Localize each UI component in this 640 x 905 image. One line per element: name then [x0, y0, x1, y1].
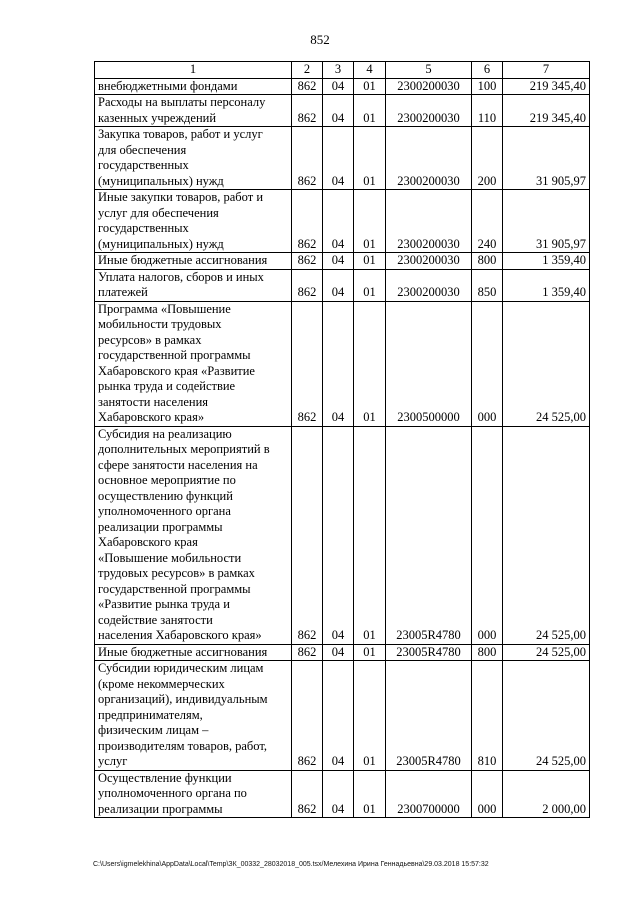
row-code-ministry: 862	[292, 644, 323, 661]
col-header-6: 6	[472, 62, 503, 79]
row-amount: 24 525,00	[503, 661, 590, 771]
row-amount: 24 525,00	[503, 426, 590, 644]
row-code-section: 04	[323, 95, 354, 127]
row-amount: 31 905,97	[503, 127, 590, 190]
row-code-ministry: 862	[292, 127, 323, 190]
row-name: Субсидия на реализацию дополнительных мероприятий в сфере занятости населения на основное мероприятие по осуществлению функций уполномоченного органа реализации программы Хабаровского края «Повышение мобильности трудовых ресурсов» в рамках государственной программы «Развитие рынка труда и содействие занятости населения Хабаровского края»	[95, 426, 292, 644]
row-code-ministry: 862	[292, 95, 323, 127]
row-name: Программа «Повышение мобильности трудовых ресурсов» в рамках государственной программы Хабаровского края «Развитие рынка труда и содействие занятости населения Хабаровского края»	[95, 301, 292, 426]
table-row	[95, 95, 590, 127]
row-amount: 2 000,00	[503, 770, 590, 818]
col-header-3: 3	[323, 62, 354, 79]
row-code-ministry: 862	[292, 253, 323, 270]
row-code-expense-type: 800	[472, 253, 503, 270]
row-code-article: 2300200030	[386, 269, 472, 301]
row-amount: 219 345,40	[503, 95, 590, 127]
row-code-expense-type: 850	[472, 269, 503, 301]
row-name: Уплата налогов, сборов и иных платежей	[95, 269, 292, 301]
row-code-section: 04	[323, 301, 354, 426]
row-amount: 31 905,97	[503, 190, 590, 253]
row-code-ministry: 862	[292, 269, 323, 301]
row-amount: 219 345,40	[503, 78, 590, 95]
row-code-article: 2300500000	[386, 301, 472, 426]
row-code-ministry: 862	[292, 770, 323, 818]
row-code-expense-type: 200	[472, 127, 503, 190]
row-code-subsection: 01	[354, 78, 386, 95]
row-code-subsection: 01	[354, 127, 386, 190]
col-header-4: 4	[354, 62, 386, 79]
row-code-expense-type: 000	[472, 426, 503, 644]
row-name: Осуществление функции уполномоченного органа по реализации программы	[95, 770, 292, 818]
page-number: 852	[310, 32, 330, 47]
row-code-subsection: 01	[354, 301, 386, 426]
row-code-article: 2300700000	[386, 770, 472, 818]
row-code-section: 04	[323, 426, 354, 644]
row-code-section: 04	[323, 661, 354, 771]
row-code-article: 23005R4780	[386, 426, 472, 644]
row-code-expense-type: 100	[472, 78, 503, 95]
row-code-expense-type: 000	[472, 301, 503, 426]
col-header-5: 5	[386, 62, 472, 79]
col-header-2: 2	[292, 62, 323, 79]
file-path-footer: C:\Users\igmelekhina\AppData\Local\Temp\ЗК_00332_28032018_005.tsx/Мелехина Ирина Геннадьевна\29.03.2018 15:57:32	[93, 861, 489, 868]
row-code-article: 2300200030	[386, 78, 472, 95]
row-code-expense-type: 240	[472, 190, 503, 253]
row-code-article: 23005R4780	[386, 661, 472, 771]
row-code-ministry: 862	[292, 301, 323, 426]
table-row	[95, 190, 590, 253]
col-header-1: 1	[95, 62, 292, 79]
row-code-subsection: 01	[354, 190, 386, 253]
row-code-article: 2300200030	[386, 190, 472, 253]
col-header-7: 7	[503, 62, 590, 79]
row-code-subsection: 01	[354, 253, 386, 270]
table-row	[95, 269, 590, 301]
table-row	[95, 644, 590, 661]
row-amount: 1 359,40	[503, 269, 590, 301]
row-code-section: 04	[323, 644, 354, 661]
row-code-subsection: 01	[354, 269, 386, 301]
row-name: Расходы на выплаты персоналу казенных учреждений	[95, 95, 292, 127]
row-code-article: 2300200030	[386, 253, 472, 270]
row-name: Закупка товаров, работ и услуг для обеспечения государственных (муниципальных) нужд	[95, 127, 292, 190]
row-code-expense-type: 110	[472, 95, 503, 127]
row-code-subsection: 01	[354, 426, 386, 644]
row-name: Субсидии юридическим лицам (кроме некоммерческих организаций), индивидуальным предпринимателям, физическим лицам – производителям товаров, работ, услуг	[95, 661, 292, 771]
row-code-section: 04	[323, 190, 354, 253]
row-name: внебюджетными фондами	[95, 78, 292, 95]
row-amount: 1 359,40	[503, 253, 590, 270]
row-code-section: 04	[323, 253, 354, 270]
table-row	[95, 253, 590, 270]
row-amount: 24 525,00	[503, 644, 590, 661]
row-code-subsection: 01	[354, 644, 386, 661]
row-code-subsection: 01	[354, 770, 386, 818]
row-code-section: 04	[323, 127, 354, 190]
row-code-section: 04	[323, 78, 354, 95]
row-name: Иные бюджетные ассигнования	[95, 644, 292, 661]
row-code-expense-type: 810	[472, 661, 503, 771]
row-code-subsection: 01	[354, 95, 386, 127]
row-code-ministry: 862	[292, 190, 323, 253]
row-code-expense-type: 800	[472, 644, 503, 661]
table-row	[95, 426, 590, 644]
table-row	[95, 661, 590, 771]
row-code-subsection: 01	[354, 661, 386, 771]
row-name: Иные бюджетные ассигнования	[95, 253, 292, 270]
row-code-article: 23005R4780	[386, 644, 472, 661]
row-code-section: 04	[323, 770, 354, 818]
table-row	[95, 301, 590, 426]
row-name: Иные закупки товаров, работ и услуг для обеспечения государственных (муниципальных) нужд	[95, 190, 292, 253]
header-row	[95, 62, 590, 79]
row-code-article: 2300200030	[386, 95, 472, 127]
row-code-ministry: 862	[292, 78, 323, 95]
budget-table	[94, 61, 590, 818]
row-code-ministry: 862	[292, 426, 323, 644]
table-row	[95, 127, 590, 190]
table-row	[95, 770, 590, 818]
row-code-article: 2300200030	[386, 127, 472, 190]
row-code-section: 04	[323, 269, 354, 301]
row-code-ministry: 862	[292, 661, 323, 771]
table-row	[95, 78, 590, 95]
row-amount: 24 525,00	[503, 301, 590, 426]
row-code-expense-type: 000	[472, 770, 503, 818]
